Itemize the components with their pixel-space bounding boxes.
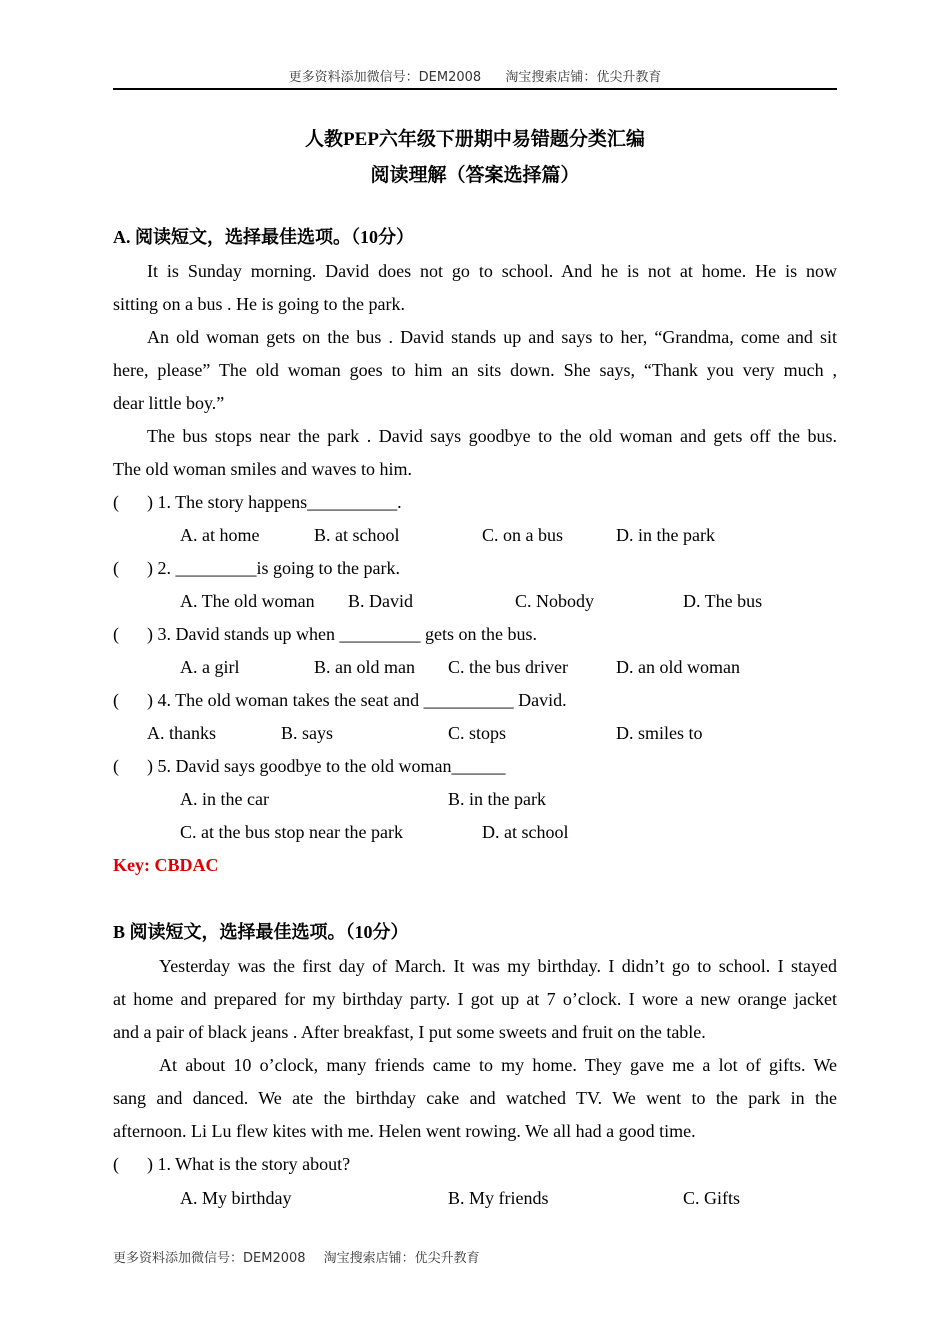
section-a-paragraph-line: An old woman gets on the bus . David stands up and says to her, “Grandma, come and sit (147, 327, 837, 347)
option-d[interactable]: D. in the park (616, 525, 715, 545)
footer-taobao: 淘宝搜索店铺：优尖升教育 (323, 1251, 480, 1266)
option-c[interactable]: C. Gifts (683, 1188, 741, 1208)
option-a[interactable]: A. The old woman (180, 591, 315, 611)
section-b-paragraph-line: afternoon. Li Lu flew kites with me. Helen went rowing. We all had a good time. (113, 1121, 696, 1141)
option-c[interactable]: C. Nobody (515, 591, 595, 611)
section-b-paragraph-line: and a pair of black jeans . After breakfast, I put some sweets and fruit on the table. (113, 1022, 706, 1042)
answer-paren-close: ) (147, 1154, 153, 1174)
header-taobao: 淘宝搜索店铺：优尖升教育 (505, 70, 662, 85)
answer-paren-close: ) (147, 690, 153, 710)
option-b[interactable]: B. says (281, 723, 334, 743)
page-header (113, 66, 837, 90)
option-b[interactable]: B. David (348, 591, 413, 611)
answer-paren-close: ) (147, 756, 153, 776)
option-a[interactable]: A. in the car (180, 789, 269, 809)
question-a3 (113, 623, 837, 645)
answer-key: Key: CBDAC (113, 855, 219, 875)
answer-paren-open[interactable]: ( (113, 690, 119, 710)
option-a[interactable]: A. thanks (147, 723, 216, 743)
question-text: 4. The old woman takes the seat and __________ David. (157, 690, 567, 710)
answer-paren-open[interactable]: ( (113, 558, 119, 578)
option-a[interactable]: A. at home (180, 525, 260, 545)
question-text: 2. _________is going to the park. (157, 558, 400, 578)
page-footer (113, 1247, 494, 1266)
option-d[interactable]: D. The bus (683, 591, 763, 611)
question-b1 (113, 1153, 837, 1175)
option-d[interactable]: D. smiles to (616, 723, 703, 743)
section-a-paragraph-line: The old woman smiles and waves to him. (113, 459, 412, 479)
section-a-paragraph-line: It is Sunday morning. David does not go to school. And he is not at home. He is now (147, 261, 837, 281)
answer-paren-open[interactable]: ( (113, 1154, 119, 1174)
question-a1 (113, 491, 837, 513)
section-a-paragraph-line: sitting on a bus . He is going to the park. (113, 294, 405, 314)
section-b-paragraph-line: Yesterday was the first day of March. It was my birthday. I didn’t go to school. I stayed (159, 956, 837, 976)
answer-paren-open[interactable]: ( (113, 756, 119, 776)
section-a-paragraph-line: dear little boy.” (113, 393, 225, 413)
section-b-paragraph-line: At about 10 o’clock, many friends came to my home. They gave me a lot of gifts. We (159, 1055, 837, 1075)
option-a[interactable]: A. My birthday (180, 1188, 292, 1208)
option-b[interactable]: B. in the park (448, 789, 546, 809)
option-c[interactable]: C. the bus driver (448, 657, 568, 677)
answer-paren-close: ) (147, 492, 153, 512)
section-b-paragraph-line: at home and prepared for my birthday party. I got up at 7 o’clock. I wore a new orange jacket (113, 989, 837, 1009)
page-title: 人教PEP六年级下册期中易错题分类汇编 (305, 129, 645, 150)
option-c[interactable]: C. at the bus stop near the park (180, 822, 403, 842)
section-b-heading: B 阅读短文，选择最佳选项。（10分） (113, 922, 409, 942)
header-wechat: 更多资料添加微信号：DEM2008 (288, 70, 482, 85)
footer-wechat: 更多资料添加微信号：DEM2008 (113, 1251, 306, 1266)
question-text: 1. The story happens__________. (157, 492, 402, 512)
page-subtitle: 阅读理解（答案选择篇） (370, 165, 580, 186)
question-a2 (113, 557, 837, 579)
question-text: 5. David says goodbye to the old woman______ (157, 756, 506, 776)
answer-paren-open[interactable]: ( (113, 492, 119, 512)
question-text: 1. What is the story about? (157, 1154, 351, 1174)
option-d[interactable]: D. at school (482, 822, 569, 842)
answer-paren-open[interactable]: ( (113, 624, 119, 644)
section-a-paragraph-line: here, please” The old woman goes to him an sits down. She says, “Thank you very much , (113, 360, 837, 380)
answer-paren-close: ) (147, 624, 153, 644)
option-b[interactable]: B. at school (314, 525, 400, 545)
option-b[interactable]: B. an old man (314, 657, 415, 677)
option-c[interactable]: C. on a bus (482, 525, 563, 545)
section-a-paragraph-line: The bus stops near the park . David says goodbye to the old woman and gets off the bus. (147, 426, 837, 446)
option-d[interactable]: D. an old woman (616, 657, 740, 677)
section-b-paragraph-line: sang and danced. We ate the birthday cake and watched TV. We went to the park in the (113, 1088, 837, 1108)
answer-paren-close: ) (147, 558, 153, 578)
option-c[interactable]: C. stops (448, 723, 507, 743)
option-a[interactable]: A. a girl (180, 657, 240, 677)
option-b[interactable]: B. My friends (448, 1188, 549, 1208)
question-a5 (113, 755, 837, 777)
question-a4 (113, 689, 837, 711)
question-text: 3. David stands up when _________ gets on the bus. (157, 624, 537, 644)
section-a-heading: A. 阅读短文，选择最佳选项。（10分） (113, 227, 414, 247)
